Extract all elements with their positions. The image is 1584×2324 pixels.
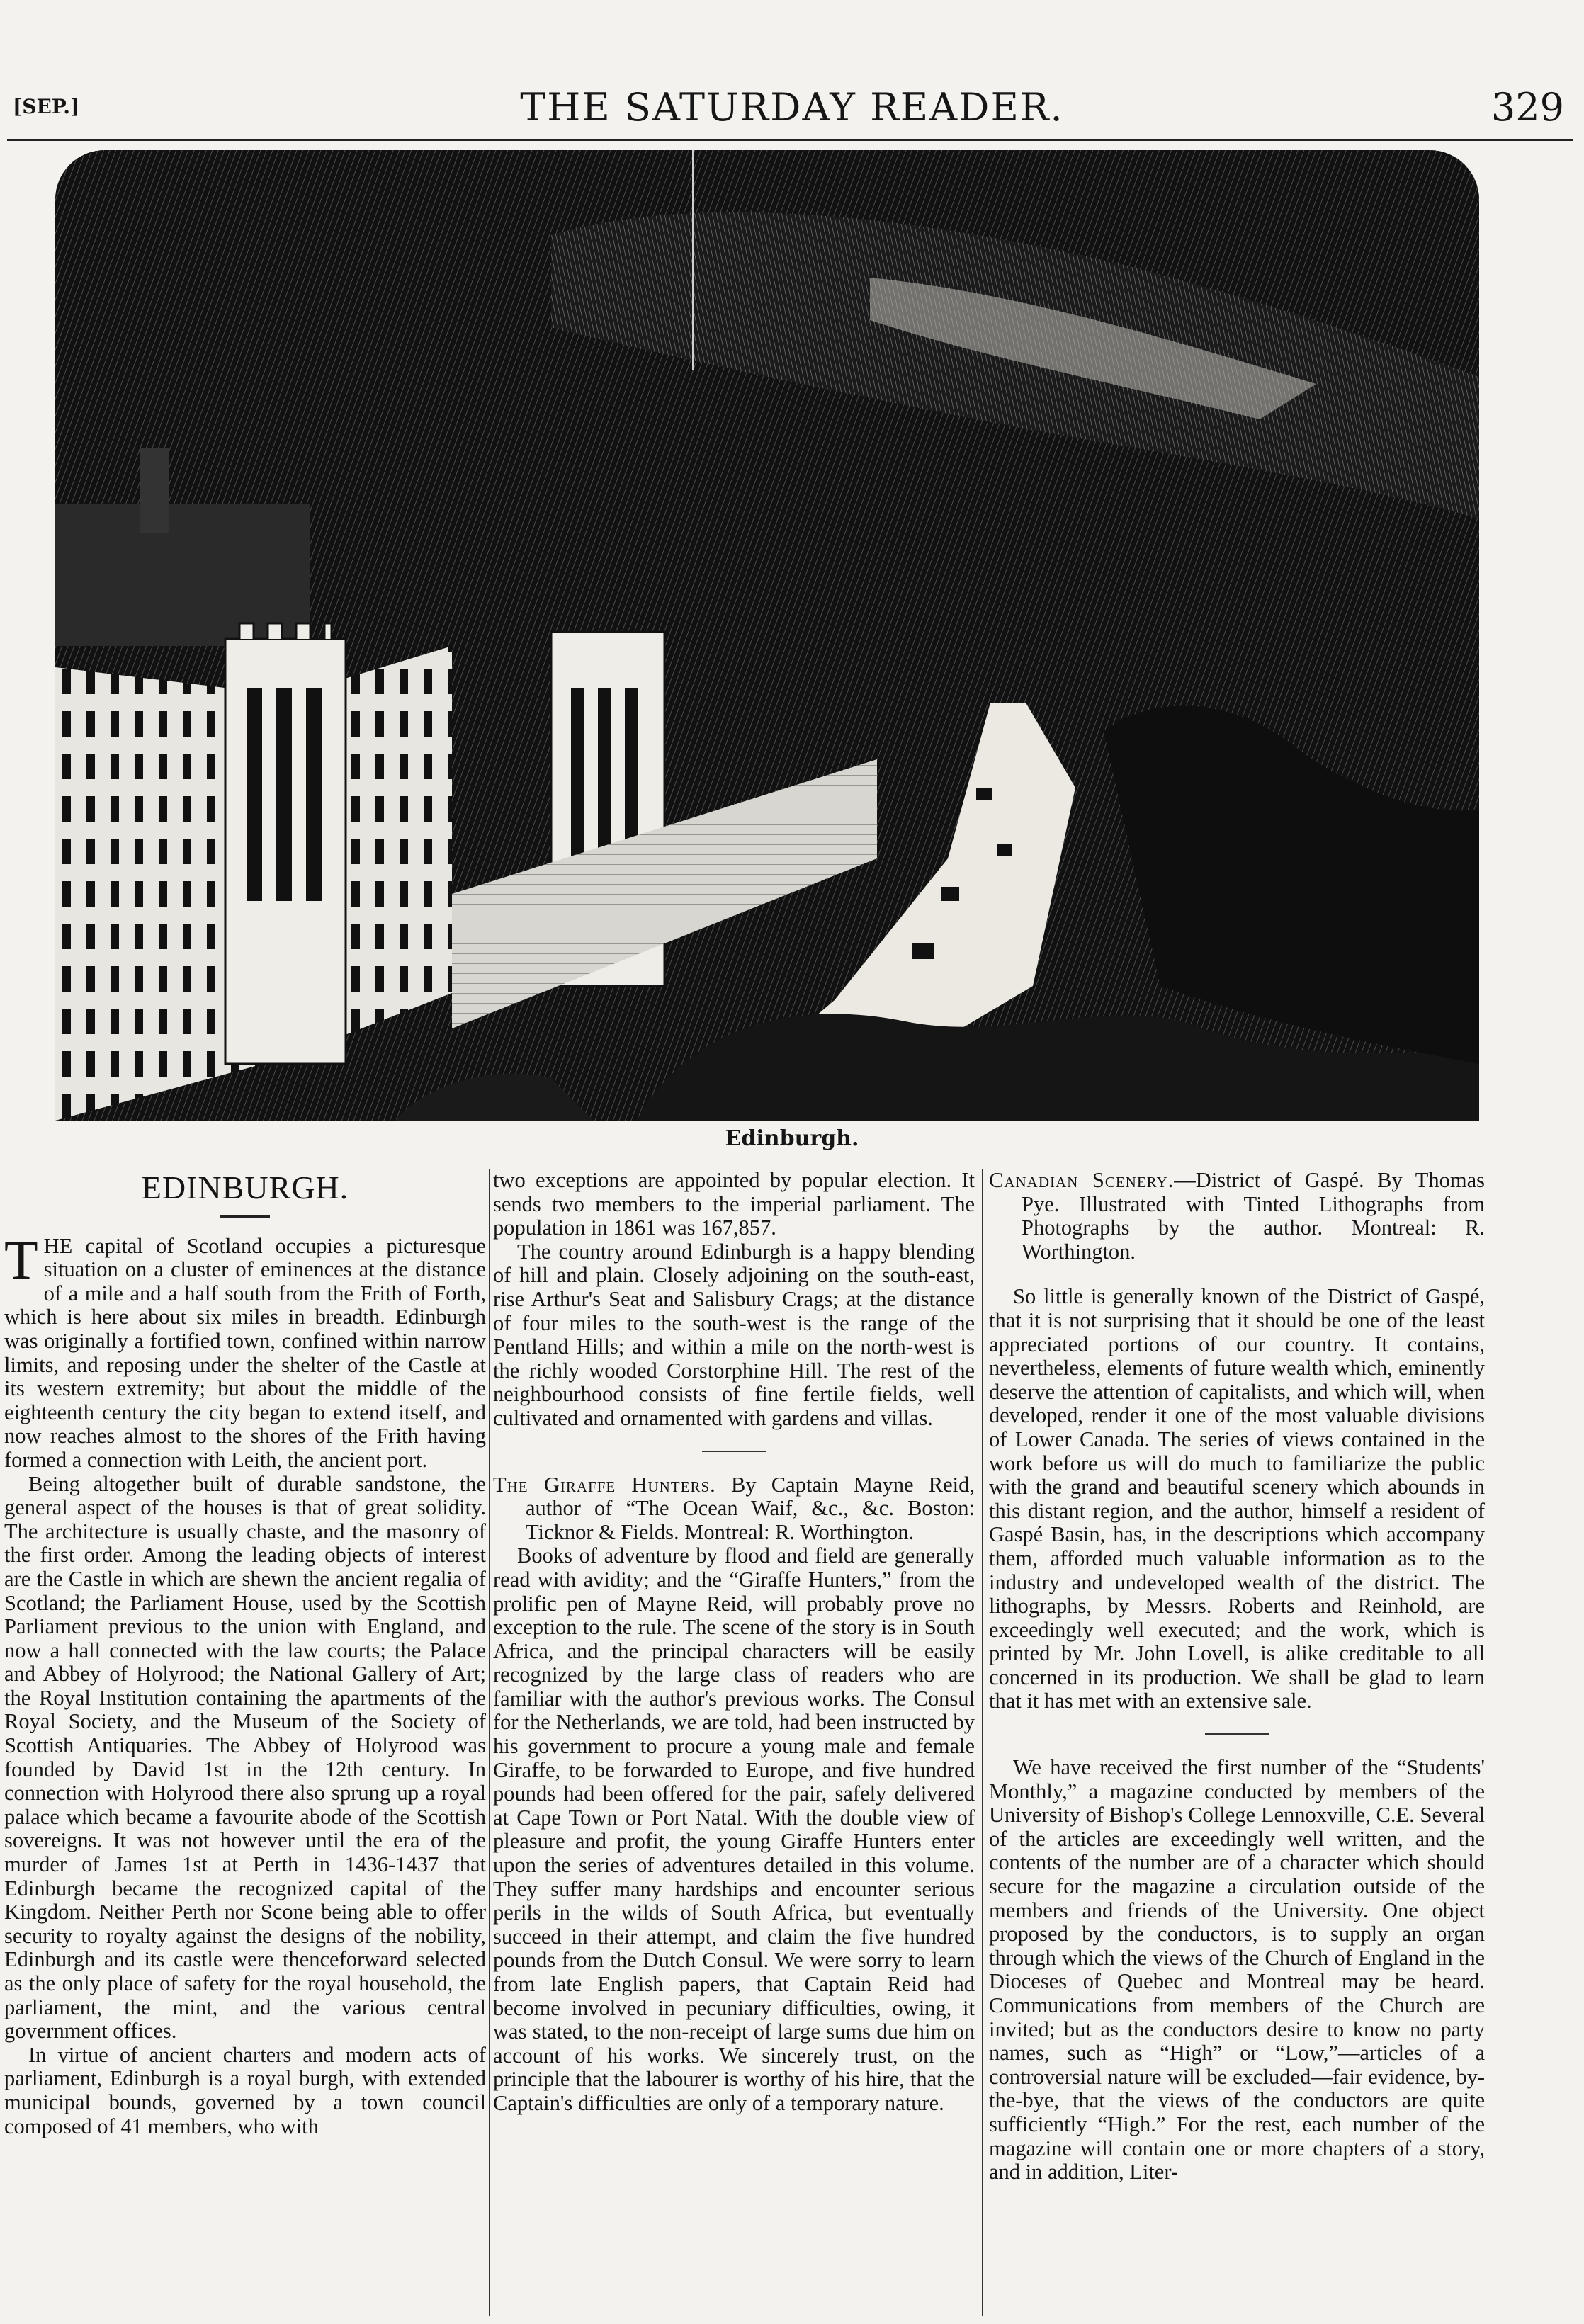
column-rule bbox=[982, 1169, 983, 2316]
page-header bbox=[0, 79, 1584, 136]
book-review-heading bbox=[493, 1473, 975, 1545]
book-review-heading bbox=[989, 1169, 1485, 1264]
column-1 bbox=[4, 1169, 486, 2138]
article-paragraph: In virtue of ancient charters and modern acts of parliament, Edinburgh is a royal burgh, with extended municipal bounds, governed by a town council composed of 41 members, who with bbox=[4, 2042, 486, 2138]
review-title: The Giraffe Hunters. bbox=[493, 1472, 716, 1497]
article-paragraph: The country around Edinburgh is a happy blending of hill and plain. Closely adjoining on the south-east, rise Arthur's Seat and Salisbury Crags; at the distance of four miles to the south-west is the range of the Pentland Hills; and within a mile on the north-west is the richly wooded Corstorphine Hill. The rest of the neighbourhood consists of fine fertile fields, well cultivated and ornamented with gardens and villas. bbox=[493, 1239, 975, 1430]
illustration-caption: Edinburgh. bbox=[725, 1126, 859, 1151]
page-number: 329 bbox=[1490, 85, 1564, 130]
paragraph-text: HE capital of Scotland occupies a picturesque situation on a cluster of eminences at the distance of a mile and a half south from the Frith of Forth, which is here about six miles in breadth. Edinburgh was originally a fortified town, confined within narrow limits, and reposing under the shelter of the Castle at its western extremity; but about the middle of the eighteenth century the city began to extend itself, and now reaches almost to the shores of the Frith having formed a connection with Leith, the ancient port. bbox=[4, 1233, 486, 1472]
review-paragraph: We have received the first number of the “Students' Monthly,” a magazine conducted by members of the University of Bishop's College Lennoxville, C.E. Several of the articles are exceedingly well written, and the contents of the number are of a character which should secure for the magazine a circulation outside of the members and friends of the University. One object proposed by the conductors, is to supply an organ through which the views of the Church of England in the Dioceses of Quebec and Montreal may be heard. Communications from members of the Church are invited; but as the conductors desire to know no party names, such as “High” or “Low,”—articles of a controversial nature will be excluded—fair evidence, by-the-bye, that the views of the conductors are quite sufficiently “High.” For the rest, each number of the magazine will contain one or more chapters of a story, and in addition, Liter- bbox=[989, 1755, 1485, 2184]
column-2 bbox=[493, 1169, 975, 2116]
title-rule bbox=[220, 1215, 270, 1218]
section-rule bbox=[702, 1451, 766, 1452]
column-3 bbox=[989, 1169, 1485, 2184]
review-paragraph: Books of adventure by flood and field are generally read with avidity; and the “Giraffe Hunters,” from the prolific pen of Mayne Reid, will probably prove no exception to the rule. The scene of the story is in South Africa, and the principal characters will be easily recognized by the large class of readers who are familiar with the author's previous works. The Consul for the Netherlands, we are told, had been instructed by his government to procure a young male and female Giraffe, to be forwarded to Europe, and five hundred pounds had been offered for the pair, safely delivered at Cape Town or Port Natal. With the double view of pleasure and profit, the young Giraffe Hunters enter upon the series of adventures detailed in this volume. They suffer many hardships and encounter serious perils in the wilds of South Africa, but eventually succeed in their attempt, and claim the five hundred pounds from the Dutch Consul. We were sorry to learn from late English papers, that Captain Reid had become involved in pecuniary difficulties, owing, it was stated, to the non-receipt of large sums due him on account of his works. We sincerely trust, on the principle that the labourer is worthy of his hire, that the Captain's difficulties are only of a temporary nature. bbox=[493, 1543, 975, 2115]
spacer bbox=[989, 1264, 1485, 1285]
edinburgh-engraving bbox=[55, 150, 1479, 1121]
review-details: —District of Gaspé. By Thomas Pye. Illustrated with Tinted Lithographs from Photographs by the author. Montreal: R. Worthington. bbox=[1022, 1168, 1485, 1264]
article-paragraph: Being altogether built of durable sandstone, the general aspect of the houses is that of great solidity. The architecture is usually chaste, and the masonry of the first order. Among the leading objects of interest are the Castle in which are shewn the ancient regalia of Scotland; the Parliament House, used by the Scottish Parliament previous to the union with England, and now a hall connected with the law courts; the Palace and Abbey of Holyrood; the National Gallery of Art; the Royal Institution containing the apartments of the Royal Society, and the Museum of the Society of Scottish Antiquaries. The Abbey of Holyrood was founded by David 1st in the 12th century. In connection with Holyrood there also sprung up a royal palace which became a favourite abode of the Scottish sovereigns. It was not however until the era of the murder of James 1st at Perth in 1436-1437 that Edinburgh became the recognized capital of the Kingdom. Neither Perth nor Scone being able to offer security to royalty against the designs of the nobility, Edinburgh and its castle were thenceforward selected as the only place of safety for the royal household, the parliament, the mint, and the various central government offices. bbox=[4, 1471, 486, 2044]
header-left-fragment: [SEP.] bbox=[13, 95, 80, 118]
review-paragraph: So little is generally known of the District of Gaspé, that it is not surprising that it should be one of the least appreciated portions of our country. It contains, nevertheless, elements of future wealth which, eminently deserve the attention of capitalists, and which will, when developed, render it one of the most valuable divisions of Lower Canada. The series of views contained in the work before us will do much to familiarize the public with the grand and beautiful scenery which abounds in this distant region, and the author, himself a resident of Gaspé Basin, has, in the descriptions which accompany them, afforded much valuable information as to the industry and undeveloped wealth of the district. The lithographs, by Messrs. Roberts and Reinhold, are exceedingly well executed; and the work, which is printed by Mr. John Lovell, is alike creditable to all concerned in its production. We shall be glad to learn that it has met with an extensive sale. bbox=[989, 1284, 1485, 1713]
drop-cap: T bbox=[4, 1228, 38, 1291]
section-rule bbox=[1205, 1733, 1269, 1735]
engraving-image bbox=[55, 150, 1479, 1121]
review-details: By Captain Mayne Reid, author of “The Ocean Waif, &c., &c. Boston: Ticknor & Fields. Montreal: R. Worthington. bbox=[526, 1472, 975, 1544]
article-paragraph bbox=[4, 1228, 486, 1473]
column-rule bbox=[489, 1169, 490, 2316]
publication-title: THE SATURDAY READER. bbox=[520, 85, 1064, 130]
header-rule bbox=[7, 139, 1573, 141]
article-title: EDINBURGH. bbox=[141, 1169, 349, 1206]
review-title: Canadian Scenery. bbox=[989, 1168, 1175, 1192]
article-paragraph: two exceptions are appointed by popular election. It sends two members to the imperial parliament. The population in 1861 was 167,857. bbox=[493, 1168, 975, 1240]
